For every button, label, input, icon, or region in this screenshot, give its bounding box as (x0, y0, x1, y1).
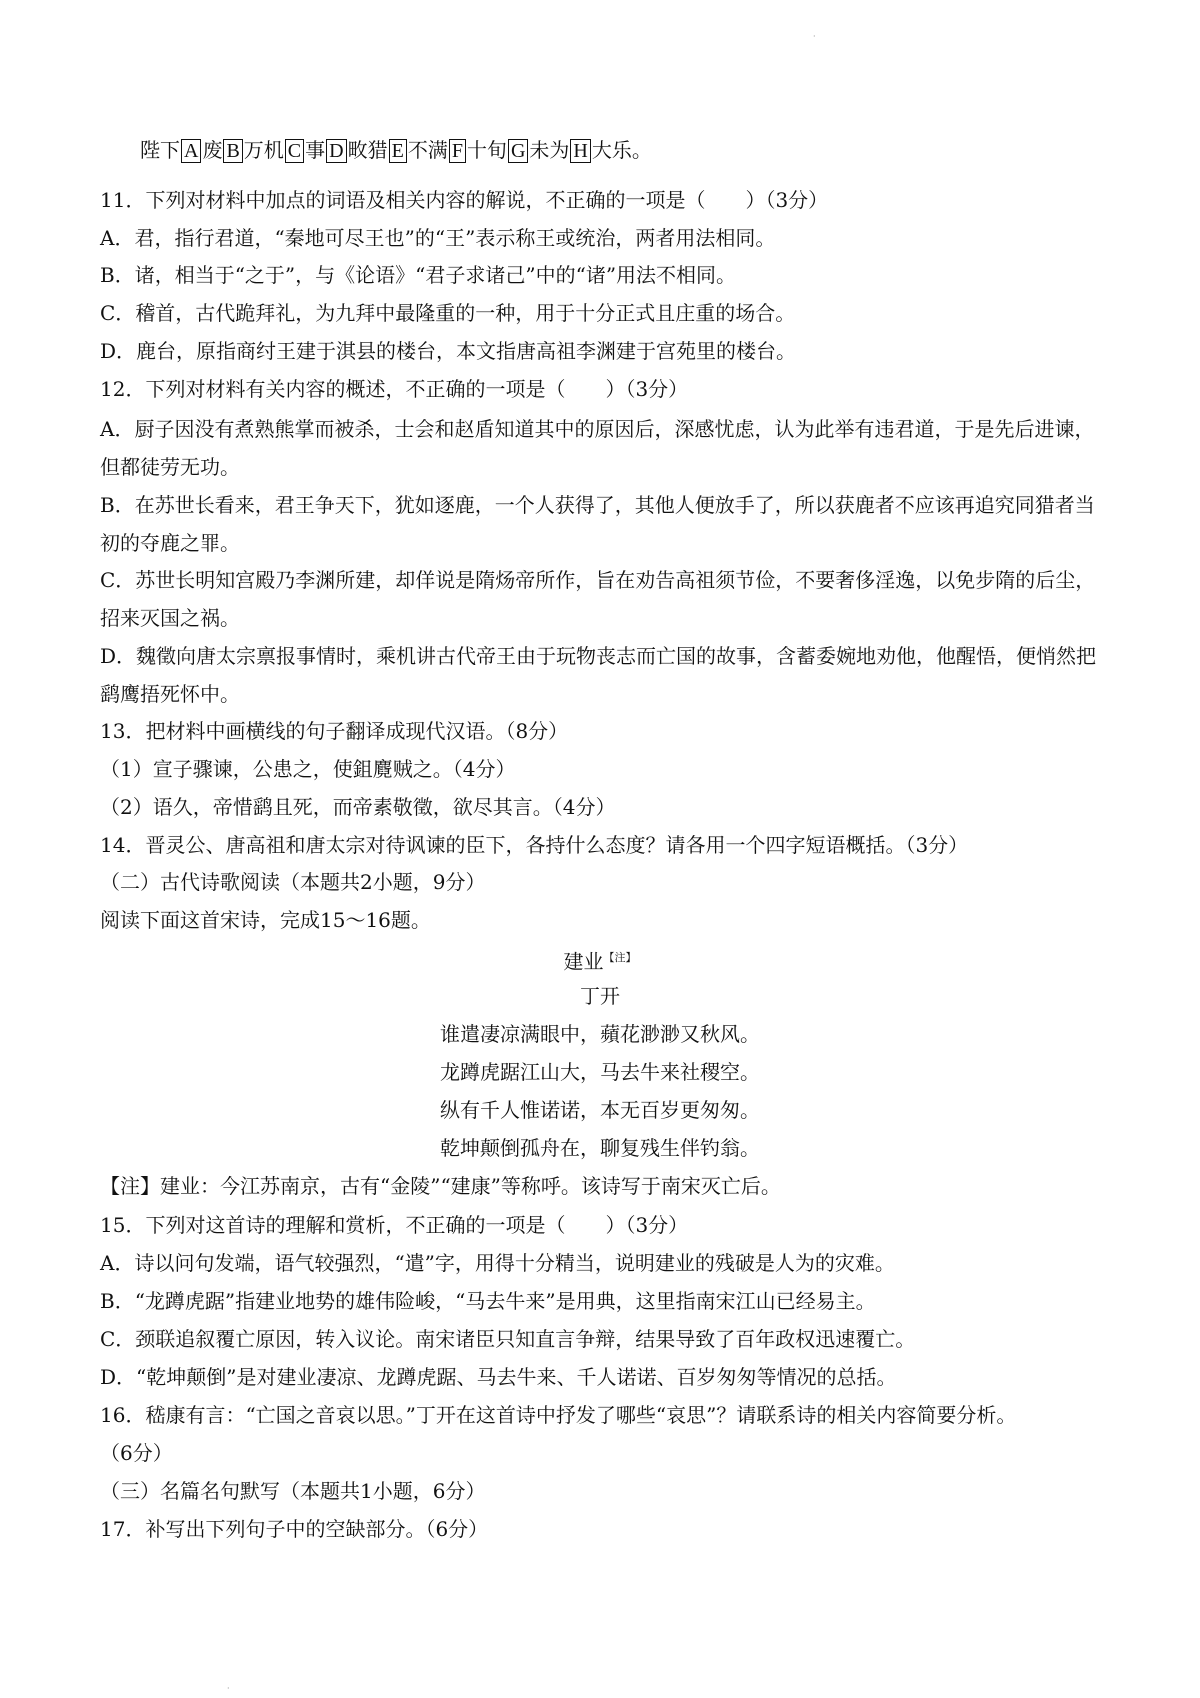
q12-stem: 12．下列对材料有关内容的概述，不正确的一项是（ ）（3分） (100, 377, 689, 401)
punct-box-f: F (449, 139, 466, 163)
q11-option-b: B．诸，相当于“之于”，与《论语》“君子求诸己”中的“诸”用法不相同。 (100, 263, 737, 287)
poem-line-3: 纵有千人惟诺诺，本无百岁更匆匆。 (440, 1098, 760, 1122)
q11-stem: 11．下列对材料中加点的词语及相关内容的解说，不正确的一项是（ ）（3分） (100, 188, 829, 212)
scan-speck: · (813, 32, 816, 41)
punct-text: 废 (202, 138, 223, 162)
section-2-heading: （二）古代诗歌阅读（本题共2小题，9分） (100, 870, 486, 894)
punctuation-line (140, 136, 652, 164)
q11-option-a: A．君，指行君道，“秦地可尽王也”的“王”表示称王或统治，两者用法相同。 (100, 226, 776, 250)
q13-sentence-1: （1）宣子骤谏，公患之，使鉏麑贼之。（4分） (100, 757, 516, 781)
poem-line-1: 谁遣凄凉满眼中，蘋花渺渺又秋风。 (440, 1022, 760, 1046)
q13-stem: 13．把材料中画横线的句子翻译成现代汉语。（8分） (100, 719, 569, 743)
q15-stem: 15．下列对这首诗的理解和赏析，不正确的一项是（ ）（3分） (100, 1213, 689, 1237)
poem-title (0, 944, 1200, 976)
poem-line-2: 龙蹲虎踞江山大，马去牛来社稷空。 (440, 1060, 760, 1084)
q12-option-b: B．在苏世长看来，君王争天下，犹如逐鹿，一个人获得了，其他人便放手了，所以获鹿者不应该再追究同猎者当初的夺鹿之罪。 (100, 493, 1095, 555)
punct-text: 陛下 (140, 138, 180, 162)
punct-text: 大乐。 (591, 138, 652, 162)
q13-sentence-2: （2）语久，帝惜鹞且死，而帝素敬徵，欲尽其言。（4分） (100, 795, 616, 819)
punct-text: 不满 (407, 138, 448, 162)
q11-option-d: D．鹿台，原指商纣王建于淇县的楼台，本文指唐高祖李渊建于宫苑里的楼台。 (100, 339, 797, 363)
punct-box-e: E (389, 139, 407, 163)
punct-box-h: H (570, 139, 590, 163)
punct-text: 事 (305, 138, 326, 162)
punct-box-b: B (223, 139, 242, 163)
punct-text: 万机 (243, 138, 284, 162)
q15-option-b: B．“龙蹲虎踞”指建业地势的雄伟险峻，“马去牛来”是用典，这里指南宋江山已经易主。 (100, 1289, 876, 1313)
poem-author: 丁开 (580, 984, 620, 1008)
punct-text: 未为 (529, 138, 570, 162)
q12-option-d: D．魏徵向唐太宗禀报事情时，乘机讲古代帝王由于玩物丧志而亡国的故事，含蓄委婉地劝他，他醒悟，便悄然把鹞鹰捂死怀中。 (100, 644, 1097, 706)
section-2-intro: 阅读下面这首宋诗，完成15～16题。 (100, 908, 431, 932)
punct-text: 畋猎 (347, 138, 388, 162)
q16-score: （6分） (100, 1441, 173, 1465)
q12-option-a: A．厨子因没有煮熟熊掌而被杀，士会和赵盾知道其中的原因后，深感忧虑，认为此举有违君道，于是先后进谏，但都徒劳无功。 (100, 417, 1095, 479)
punct-box-g: G (508, 139, 528, 163)
poem-note-mark: 【注】 (603, 951, 637, 964)
q17-stem: 17．补写出下列句子中的空缺部分。（6分） (100, 1517, 489, 1541)
poem-note: 【注】建业：今江苏南京，古有“金陵”“建康”等称呼。该诗写于南宋灭亡后。 (100, 1174, 781, 1198)
section-3-heading: （三）名篇名句默写（本题共1小题，6分） (100, 1479, 486, 1503)
q15-option-a: A．诗以问句发端，语气较强烈，“遣”字，用得十分精当，说明建业的残破是人为的灾难。 (100, 1251, 895, 1275)
punct-box-a: A (181, 139, 201, 163)
q15-option-d: D．“乾坤颠倒”是对建业凄凉、龙蹲虎踞、马去牛来、千人诺诺、百岁匆匆等情况的总括。 (100, 1365, 897, 1389)
poem-title-text: 建业 (563, 949, 604, 974)
scan-speck: · (227, 1684, 230, 1693)
q16-stem: 16．嵇康有言：“亡国之音哀以思。”丁开在这首诗中抒发了哪些“哀思”？请联系诗的相关内容简要分析。 (100, 1403, 1017, 1427)
q15-option-c: C．颈联追叙覆亡原因，转入议论。南宋诸臣只知直言争辩，结果导致了百年政权迅速覆亡。 (100, 1327, 916, 1351)
q14-stem: 14．晋灵公、唐高祖和唐太宗对待讽谏的臣下，各持什么态度？请各用一个四字短语概括。（3分） (100, 833, 969, 857)
q12-option-c: C．苏世长明知宫殿乃李渊所建，却佯说是隋炀帝所作，旨在劝告高祖须节俭，不要奢侈淫逸，以免步隋的后尘，招来灭国之祸。 (100, 568, 1096, 630)
punct-box-d: D (326, 139, 346, 163)
q11-option-c: C．稽首，古代跪拜礼，为九拜中最隆重的一种，用于十分正式且庄重的场合。 (100, 301, 796, 325)
poem-line-4: 乾坤颠倒孤舟在，聊复残生伴钓翁。 (440, 1136, 760, 1160)
punct-text: 十旬 (466, 138, 507, 162)
punct-box-c: C (285, 139, 304, 163)
